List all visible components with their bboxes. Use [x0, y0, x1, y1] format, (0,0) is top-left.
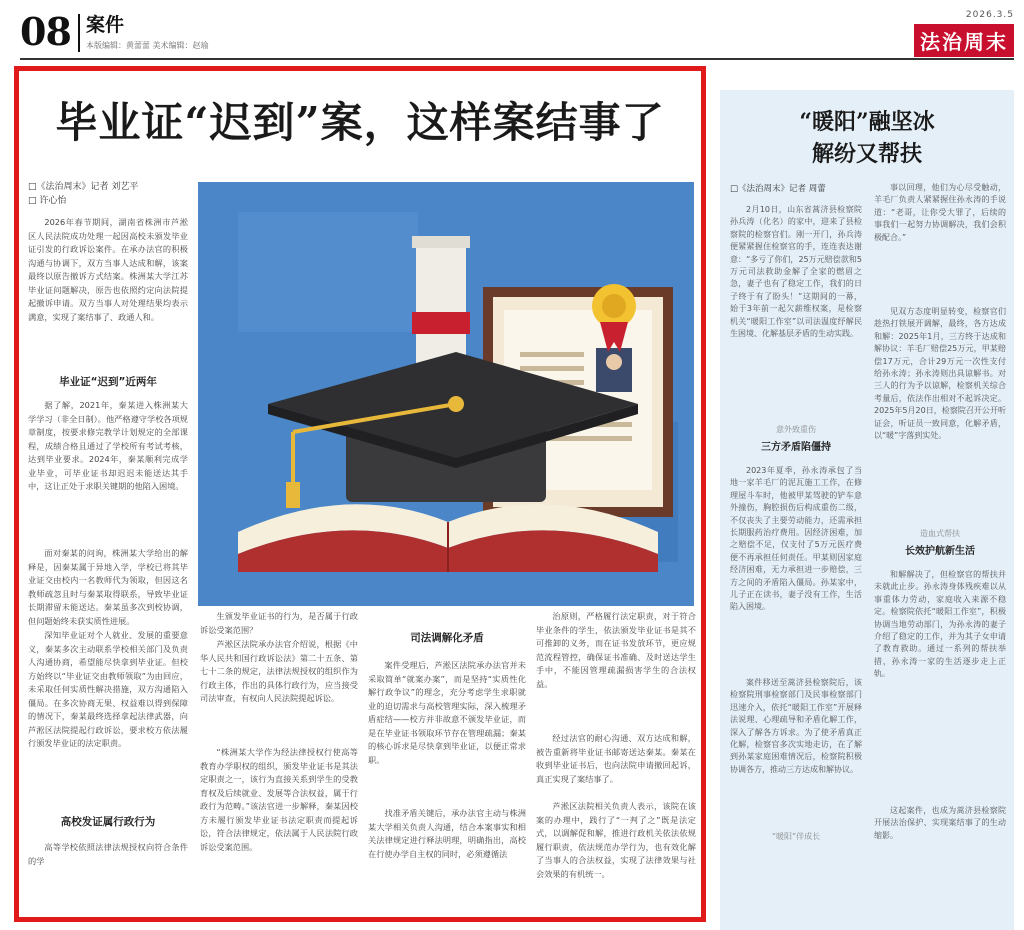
sidebar-footer-kicker: “暖阳”伴成长 [771, 832, 821, 841]
header-rule [20, 58, 1014, 60]
sidebar-subhead-kicker: 意外致重伤 [776, 425, 816, 434]
sidebar-headline-line2: 解纷又帮扶 [811, 141, 922, 167]
byline-reporter: □《法治周末》记者 刘艺平 [28, 182, 139, 192]
sidebar-paragraph: 这起案件，也成为蒿济县检察院开展法治保护、实现案结事了的生动缩影。 [874, 806, 1006, 840]
graduation-cap-diploma-icon [198, 182, 694, 606]
article-column-3 [368, 630, 526, 912]
article-paragraph: 治原则，严格履行法定职责，对于符合毕业条件的学生，依法颁发毕业证书是其不可推卸的义务，而在证书发放环节，更应规范流程管控，确保证书准确、及时送达学生手中，不能因管理疏漏损害学生的合法权益。 [536, 611, 696, 689]
sidebar-paragraph: 案件移送至蒿济县检察院后，该检察院刑事检察部门及民事检察部门迅速介入，依托“暖阳工作室”开展释法说理、心理疏导和矛盾化解工作，深入了解各方诉求。为了使矛盾真正化解，检察官多次实地走访，在了解到孙某家庭困难情况后，检察院积极协调各方，推动三方达成和解协议。 [730, 678, 862, 774]
header-divider [78, 14, 80, 52]
editor-credits: 本版编辑：黄蕾蕾 美术编辑：赵瑜 [86, 41, 209, 50]
article-paragraph: 深知毕业证对个人就业、发展的重要意义，秦某多次主动联系学校相关部门及负责人沟通协商，希望能尽快拿到毕业证。但校方始终以“毕业证交由教师领取”为由回应，未采取任何实质性解决措施，双方沟通陷入僵局。在多次协商无果、权益难以得到保障的情况下，秦某最终选择拿起法律武器，向芦淞区法院提起行政诉讼，要求校方依法履行颁发毕业证的法定职责。 [28, 630, 188, 748]
sidebar-paragraph: 2023年夏季，孙永涛承包了当地一家羊毛厂的泥瓦施工工作，在修理屋斗车时，他被甲某驾驶的铲车意外撞伤，胸腔损伤后构成重伤二级，不仅丧失了主要劳动能力，还需承担长期服药治疗费用。因经济困难，加之赔偿不足，仅支付了5万元医疗费便不再承担任何责任。甲某则因家庭经济困难，无力承担进一步赔偿，三方之间的矛盾陷入僵局。孙某家中，儿子正在读书，妻子没有工作，生活陷入困境。 [730, 466, 862, 612]
article-headline: 毕业证“迟到”案，这样案结事了 [55, 98, 665, 147]
sidebar-column-2 [874, 182, 1006, 922]
subhead-diploma-delay: 毕业证“迟到”近两年 [59, 376, 157, 388]
article-paragraph: 经过法官的耐心沟通、双方达成和解，被告重新将毕业证书邮寄送达秦某。秦某在收到毕业证书后，也向法院申请撤回起诉，真正实现了案结事了。 [536, 733, 696, 784]
article-paragraph: 案件受理后，芦淞区法院承办法官并未采取简单“就案办案”，而是坚持“实质性化解行政争议”的理念，充分考虑学生求职就业的迫切需求与高校管理实际，深入梳理矛盾症结——校方并非故意不颁发毕业证，而是在毕业证书领取环节存在管理疏漏；秦某的核心诉求是尽快拿到毕业证，以便正常求职。 [368, 660, 526, 765]
sidebar-headline [720, 106, 1014, 170]
article-column-1 [28, 216, 188, 912]
article-paragraph: 生颁发毕业证书的行为，是否属于行政诉讼受案范围？ [200, 611, 358, 635]
issue-date: 2026.3.5 [965, 10, 1014, 20]
article-column-4 [536, 610, 696, 910]
subhead-judicial-mediation: 司法调解化矛盾 [410, 632, 484, 644]
sidebar-subhead: 三方矛盾陷僵持 [761, 442, 831, 453]
article-paragraph: 芦淞区法院承办法官介绍说，根据《中华人民共和国行政诉讼法》第二十五条、第七十二条的规定，法律法规授权的组织作为行政主体，作出的具体行政行为，应当接受司法审查，有权向人民法院提起诉讼。 [200, 639, 358, 703]
article-paragraph: 芦淞区法院相关负责人表示，该院在该案的办理中，践行了“一判了之”既是法定式，以调解促和解，推进行政机关依法依规履行职责，依法规范办学行为，也有效化解了当事人的合法权益，实现了法律效果与社会效果的有机统一。 [536, 801, 696, 879]
article-paragraph: 据了解，2021年，秦某进入株洲某大学学习（非全日制）。他严格遵守学校各项规章制度，按要求修完教学计划规定的全部课程，成绩合格且通过了学校所有考试考核，达到毕业要求。2024年，秦某顺利完成学业毕业，可毕业证书却迟迟未能送达其手中，这让正处于求职关键期的他陷入困境。 [28, 400, 188, 491]
section-title: 案件 [86, 14, 125, 36]
article-column-2 [200, 610, 358, 910]
sidebar-column-1 [730, 182, 862, 922]
sidebar-subhead-kicker: 造血式帮扶 [920, 529, 960, 538]
sidebar-paragraph: 和解解决了，但检察官的帮扶并未就此止步。孙永涛身体残疾难以从事重体力劳动，家庭收入来源不稳定。检察院依托“暖阳工作室”，积极协调当地劳动部门，为孙永涛的妻子介绍了稳定的工作，并为其子女申请了教育救助。通过一系列的帮扶举措，孙永涛一家的生活逐步走上正轨。 [874, 570, 1006, 679]
article-byline [28, 180, 188, 208]
sidebar-paragraph: 事以回理，他们为心尽受触动，羊毛厂负责人紧紧握住孙永涛的手说道：“老哥，让你受大罪了，后续的事我们一起努力协调解决，我们会积极配合。” [874, 183, 1006, 242]
newspaper-masthead: 法治周末 [914, 24, 1014, 57]
article-intro: 2026年春节期间，湖南省株洲市芦淞区人民法院成功处理一起因高校未颁发毕业证引发的行政诉讼案件。在承办法官的积极沟通与协调下，双方当事人达成和解，该案最终以原告撤诉方式结案。株洲某大学江苏毕业证问题解决，原告也依照约定向法院提起撤诉申请。双方当事人对处理结果均表示满意，实现了案结事了、政通人和。 [28, 217, 188, 322]
sidebar-paragraph: 2月10日，山东省蒿济县检察院孙兵涛（化名）的家中，迎来了县检察院的检察官们。刚一开门，孙兵涛便紧紧握住检察官的手，连连表达谢意：“多亏了你们，25万元赔偿款和5万元司法救助金解了全家的燃眉之急，妻子也有了稳定工作，我们的日子终于有了盼头！”这期间的一幕，始于3年前一起欠薪维权案，是检察机关“暖阳工作室”以司法温度纾解民生困境、化解基层矛盾的生动实践。 [730, 205, 862, 339]
graduation-illustration [198, 182, 694, 606]
sidebar-subhead: 长效护航新生活 [905, 546, 975, 557]
article-paragraph: 面对秦某的问询，株洲某大学给出的解释是，因秦某属于异地入学，学校已将其毕业证交由校内一名教师代为领取，但因这名教师疏忽且时与秦某取得联系，导致毕业证长期滞留未能送达。秦某虽多次到校协调，但问题始终未获实质性进展。 [28, 548, 188, 626]
article-paragraph: 找准矛盾关键后，承办法官主动与株洲某大学相关负责人沟通，结合本案事实和相关法律规定进行释法明理，明确指出，高校在行使办学自主权的同时，必须遵循法 [368, 808, 526, 859]
subhead-administrative-act: 高校发证属行政行为 [60, 816, 156, 828]
article-paragraph: “株洲某大学作为经法律授权行使高等教育办学职权的组织，颁发毕业证书是其法定职责之一，该行为直接关系到学生的受教育权及后续就业、发展等合法权益，属于行政行为范畴。”该法官进一步解释，秦某因校方未履行颁发毕业证书法定职责而提起诉讼，符合法律规定，依法属于人民法院行政诉讼受案范围。 [200, 747, 358, 852]
sidebar-headline-line1: “暖阳”融坚冰 [799, 109, 935, 135]
article-paragraph: 高等学校依照法律法规授权向符合条件的学 [28, 842, 188, 866]
sidebar-byline: □《法治周末》记者 周蕾 [730, 184, 826, 194]
sidebar-paragraph: 见双方态度明显转变，检察官们趁热打铁展开调解，最终，各方达成和解：2025年1月，三方终于达成和解协议：羊毛厂赔偿25万元，甲某赔偿17万元，合计29万元一次性支付给孙永涛；孙永涛则出具谅解书。对三人的行为予以谅解，检察机关综合考量后，依法作出相对不起诉决定。2025年5月20日，检察院召开公开听证会，听证员一致同意，化解矛盾，以“暖”字落到实处。 [874, 307, 1006, 441]
byline-contributor: □ 许心怡 [28, 196, 67, 206]
page-number: 08 [20, 9, 71, 54]
